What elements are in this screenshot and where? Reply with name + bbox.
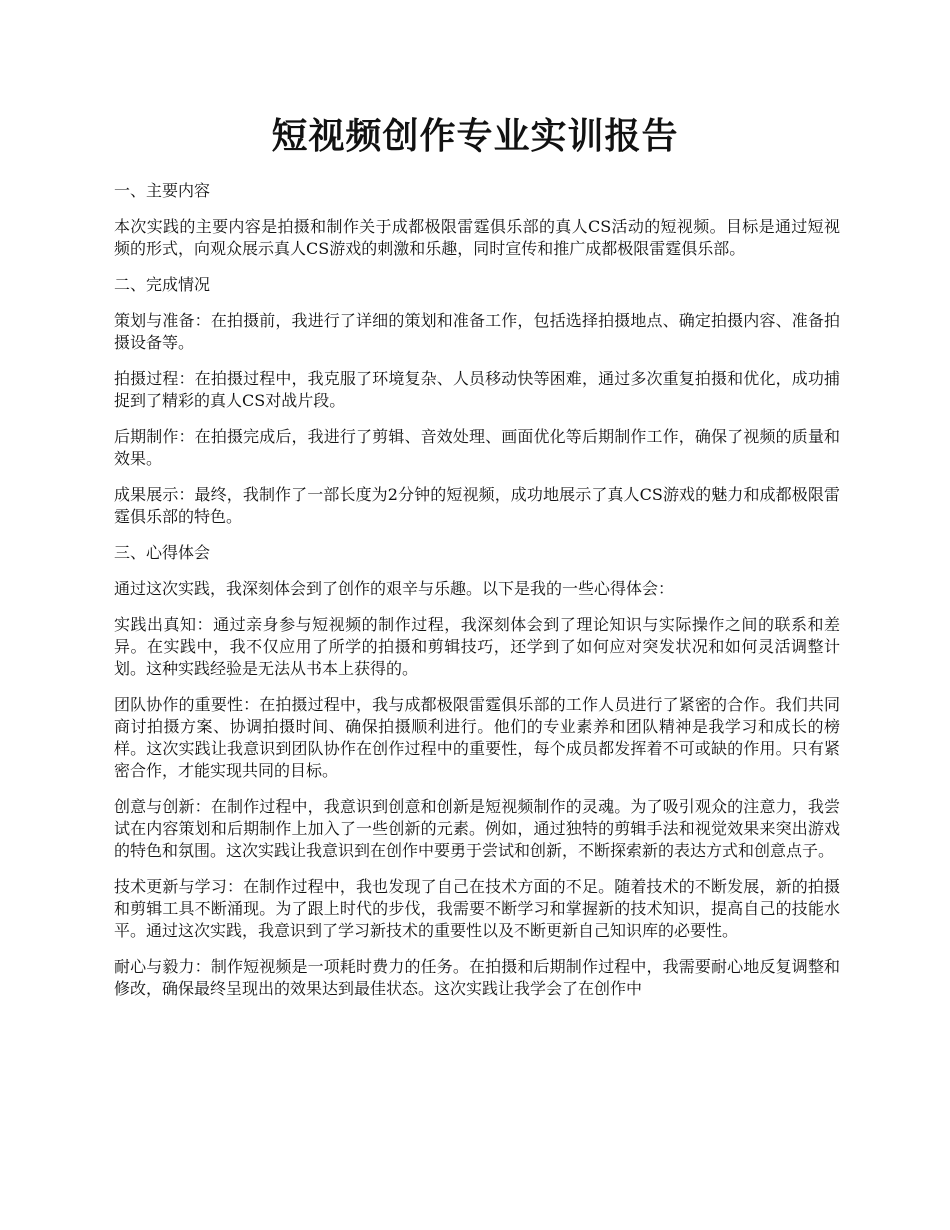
paragraph: 技术更新与学习：在制作过程中，我也发现了自己在技术方面的不足。随着技术的不断发展，新的拍摄和剪辑工具不断涌现。为了跟上时代的步伐，我需要不断学习和掌握新的技术知识，提高自己的技能水平。通过这次实践，我意识到了学习新技术的重要性以及不断更新自己知识库的必要性。: [114, 877, 840, 940]
paragraph: 耐心与毅力：制作短视频是一项耗时费力的任务。在拍摄和后期制作过程中，我需要耐心地反复调整和修改，确保最终呈现出的效果达到最佳状态。这次实践让我学会了在创作中: [114, 957, 840, 998]
paragraph: 团队协作的重要性：在拍摄过程中，我与成都极限雷霆俱乐部的工作人员进行了紧密的合作。我们共同商讨拍摄方案、协调拍摄时间、确保拍摄顺利进行。他们的专业素养和团队精神是我学习和成长的榜样。这次实践让我意识到团队协作在创作过程中的重要性，每个成员都发挥着不可或缺的作用。只有紧密合作，才能实现共同的目标。: [114, 695, 840, 780]
section-heading: 三、心得体会: [114, 543, 211, 562]
paragraph: 策划与准备：在拍摄前，我进行了详细的策划和准备工作，包括选择拍摄地点、确定拍摄内容、准备拍摄设备等。: [114, 311, 840, 352]
paragraph: 实践出真知：通过亲身参与短视频的制作过程，我深刻体会到了理论知识与实际操作之间的联系和差异。在实践中，我不仅应用了所学的拍摄和剪辑技巧，还学到了如何应对突发状况和如何灵活调整计划。这种实践经验是无法从书本上获得的。: [114, 615, 840, 678]
section-main-content: [114, 180, 840, 260]
section-heading: 二、完成情况: [114, 275, 211, 294]
paragraph: 通过这次实践，我深刻体会到了创作的艰辛与乐趣。以下是我的一些心得体会：: [114, 579, 675, 598]
paragraph: 创意与创新：在制作过程中，我意识到创意和创新是短视频制作的灵魂。为了吸引观众的注意力，我尝试在内容策划和后期制作上加入了一些创新的元素。例如，通过独特的剪辑手法和视觉效果来突出游戏的特色和氛围。这次实践让我意识到在创作中要勇于尝试和创新，不断探索新的表达方式和创意点子。: [114, 797, 840, 860]
paragraph: 本次实践的主要内容是拍摄和制作关于成都极限雷霆俱乐部的真人CS活动的短视频。目标是通过短视频的形式，向观众展示真人CS游戏的刺激和乐趣，同时宣传和推广成都极限雷霆俱乐部。: [114, 217, 840, 258]
paragraph: 后期制作：在拍摄完成后，我进行了剪辑、音效处理、画面优化等后期制作工作，确保了视频的质量和效果。: [114, 427, 840, 468]
paragraph: 拍摄过程：在拍摄过程中，我克服了环境复杂、人员移动快等困难，通过多次重复拍摄和优化，成功捕捉到了精彩的真人CS对战片段。: [114, 369, 840, 410]
section-completion: [114, 274, 840, 528]
section-heading: 一、主要内容: [114, 181, 211, 200]
paragraph: 成果展示：最终，我制作了一部长度为2分钟的短视频，成功地展示了真人CS游戏的魅力和成都极限雷霆俱乐部的特色。: [114, 485, 840, 526]
document-body: [114, 180, 840, 1014]
section-reflections: [114, 542, 840, 1000]
document-title: 短视频创作专业实训报告: [271, 115, 679, 157]
